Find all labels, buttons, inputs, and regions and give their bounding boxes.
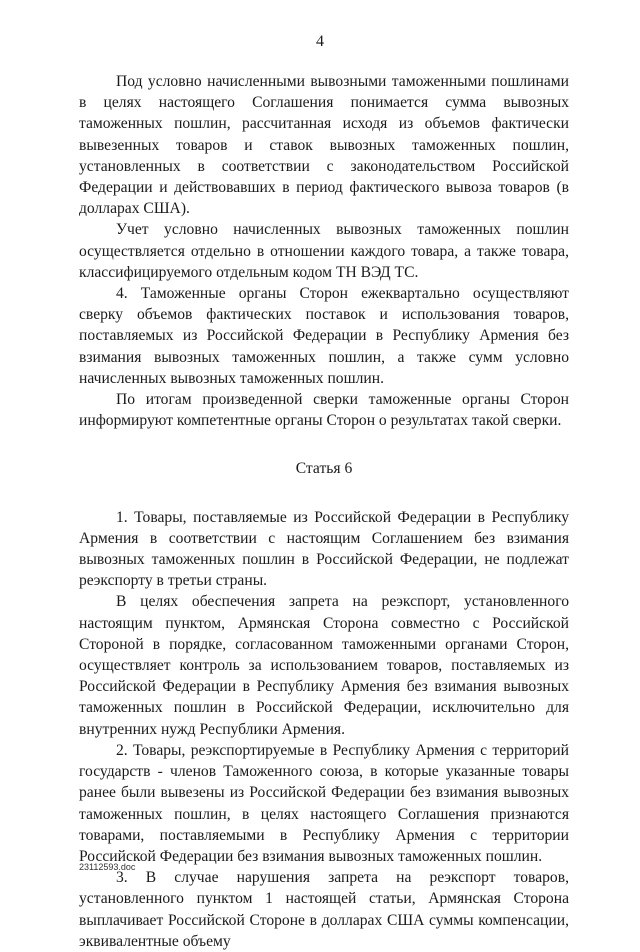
paragraph-reconciliation-results: По итогам произведенной сверки таможенные органы Сторон информируют компетентные органы Сторон о результатах такой сверки. xyxy=(79,391,569,430)
paragraph-duties-accounting: Учет условно начисленных вывозных таможенных пошлин осуществляется отдельно в отношении каждого товара, а также товара, классифицируемого отдельным кодом ТН ВЭД ТС. xyxy=(79,221,569,281)
paragraph-reexported-goods: 2. Товары, реэкспортируемые в Республику Армения с территорий государств - членов Таможенного союза, в которые указанные товары ранее были вывезены из Российской Федерации без взимания вывозных таможенных пошлин, в целях настоящего Соглашения признаются товарами, поставляемыми в Республику Армения с территории Российской Федерации без взимания вывозных таможенных пошлин. xyxy=(79,741,569,865)
paragraph-conditional-duties-definition: Под условно начисленными вывозными таможенными пошлинами в целях настоящего Соглашения понимается сумма вывозных таможенных пошлин, рассчитанная исходя из объемов фактически вывезенных товаров и ставок вывозных таможенных пошлин, установленных в соответствии с законодательством Российской Федерации и действовавших в период фактического вывоза товаров (в долларах США). xyxy=(79,73,569,218)
paragraph-reexport-control: В целях обеспечения запрета на реэкспорт, установленного настоящим пунктом, Армянская Сторона совместно с Российской Стороной в порядке, согласованном таможенными органами Сторон, осуществляет контроль за использованием товаров, поставляемых из Российской Федерации в Республику Армения без взимания вывозных таможенных пошлин в Российской Федерации, исключительно для внутренних нужд Республики Армения. xyxy=(79,593,569,738)
paragraph-quarterly-reconciliation: 4. Таможенные органы Сторон ежеквартально осуществляют сверку объемов фактических поставок и использования товаров, поставляемых из Российской Федерации в Республику Армения без взимания вывозных таможенных пошлин, а также сумм условно начисленных вывозных таможенных пошлин. xyxy=(79,285,569,387)
article-heading: Статья 6 xyxy=(295,460,353,478)
paragraph-violation-compensation: 3. В случае нарушения запрета на реэкспорт товаров, установленного пунктом 1 настоящей статьи, Армянская Сторона выплачивает Российской Стороне в долларах США суммы компенсации, эквивалентные объему xyxy=(79,869,569,950)
paragraph-reexport-prohibition: 1. Товары, поставляемые из Российской Федерации в Республику Армения в соответствии с настоящим Соглашением без взимания вывозных таможенных пошлин в Российской Федерации, не подлежат реэкспорту в третьи страны. xyxy=(79,508,569,590)
file-name-footer: 23112593.doc xyxy=(79,862,136,872)
document-body xyxy=(79,71,569,952)
page-number: 4 xyxy=(316,33,324,50)
